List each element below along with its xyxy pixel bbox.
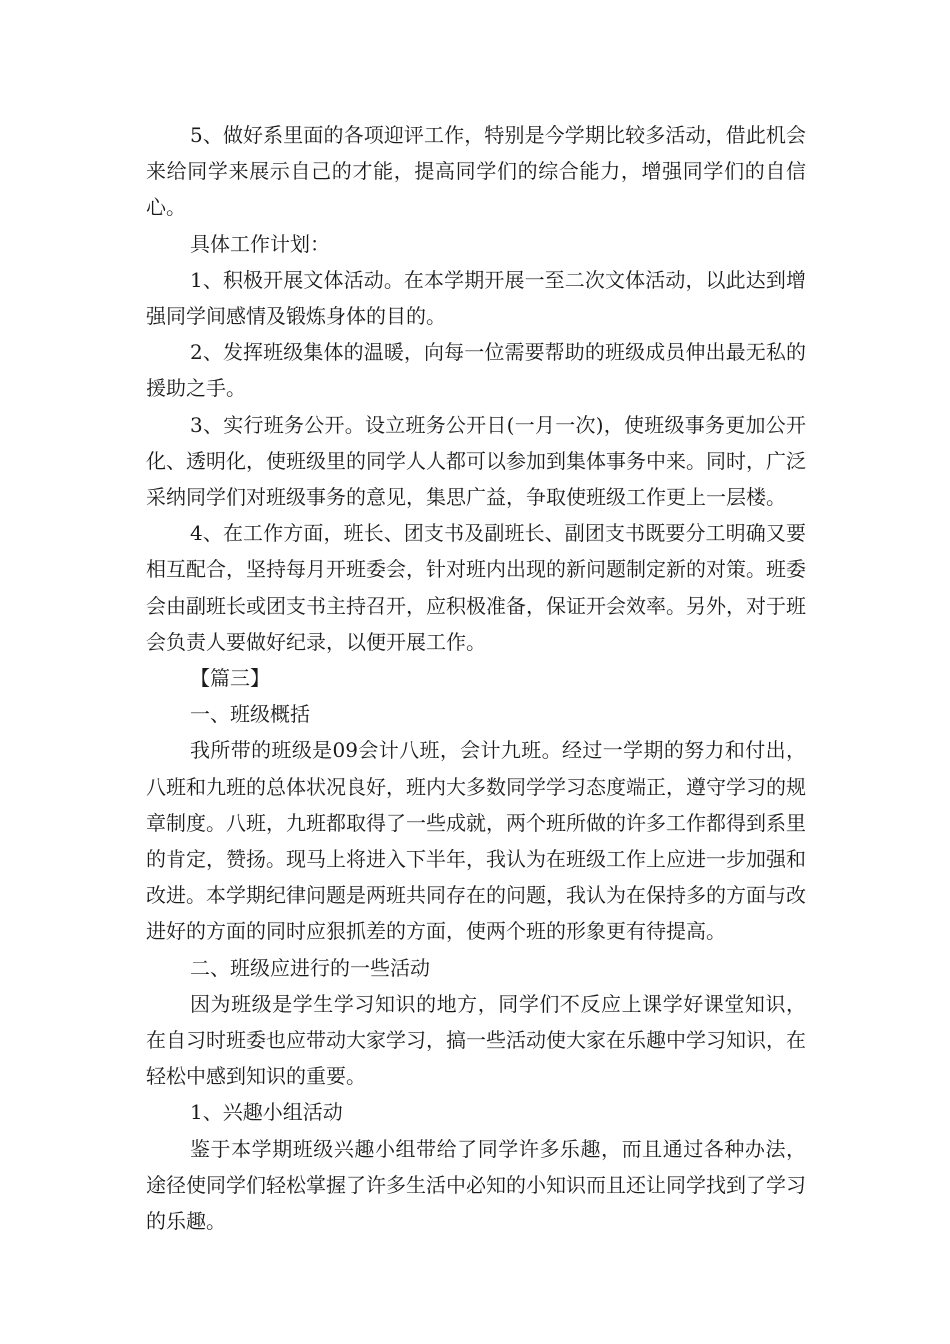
plan-heading: 具体工作计划： bbox=[190, 231, 330, 256]
activities-paragraph: 因为班级是学生学习知识的地方，同学们不反应上课学好课堂知识，在自习时班委也应带动大家学习，搞一些活动使大家在乐趣中学习知识，在轻松中感到知识的重要。 bbox=[146, 991, 806, 1089]
plan-item-3: 3、实行班务公开。设立班务公开日(一月一次)，使班级事务更加公开化、透明化，使班级里的同学人人都可以参加到集体事务中来。同时，广泛采纳同学们对班级事务的意见，集思广益，争取使班级工作更上一层楼。 bbox=[146, 412, 806, 510]
section-heading-activities: 二、班级应进行的一些活动 bbox=[190, 955, 430, 980]
section-title-part-three: 【篇三】 bbox=[190, 666, 270, 691]
document-body bbox=[146, 117, 806, 1239]
subheading-interest-group: 1、兴趣小组活动 bbox=[190, 1100, 343, 1125]
plan-item-2: 2、发挥班级集体的温暖，向每一位需要帮助的班级成员伸出最无私的援助之手。 bbox=[146, 340, 806, 401]
interest-group-paragraph: 鉴于本学期班级兴趣小组带给了同学许多乐趣，而且通过各种办法，途径使同学们轻松掌握了许多生活中必知的小知识而且还让同学找到了学习的乐趣。 bbox=[146, 1136, 806, 1234]
overview-paragraph: 我所带的班级是09会计八班，会计九班。经过一学期的努力和付出，八班和九班的总体状况良好，班内大多数同学学习态度端正，遵守学习的规章制度。八班，九班都取得了一些成就，两个班所做的许多工作都得到系里的肯定，赞扬。现马上将进入下半年，我认为在班级工作上应进一步加强和改进。本学期纪律问题是两班共同存在的问题，我认为在保持多的方面与改进好的方面的同时应狠抓差的方面，使两个班的形象更有待提高。 bbox=[146, 738, 806, 944]
plan-item-4: 4、在工作方面，班长、团支书及副班长、副团支书既要分工明确又要相互配合，坚持每月开班委会，针对班内出现的新问题制定新的对策。班委会由副班长或团支书主持召开，应积极准备，保证开会效率。另外，对于班会负责人要做好纪录，以便开展工作。 bbox=[146, 521, 806, 654]
section-heading-overview: 一、班级概括 bbox=[190, 702, 310, 727]
paragraph-item-5: 5、做好系里面的各项迎评工作，特别是今学期比较多活动，借此机会来给同学来展示自己的才能，提高同学们的综合能力，增强同学们的自信心。 bbox=[146, 123, 806, 220]
plan-item-1: 1、积极开展文体活动。在本学期开展一至二次文体活动，以此达到增强同学间感情及锻炼身体的目的。 bbox=[146, 267, 806, 329]
